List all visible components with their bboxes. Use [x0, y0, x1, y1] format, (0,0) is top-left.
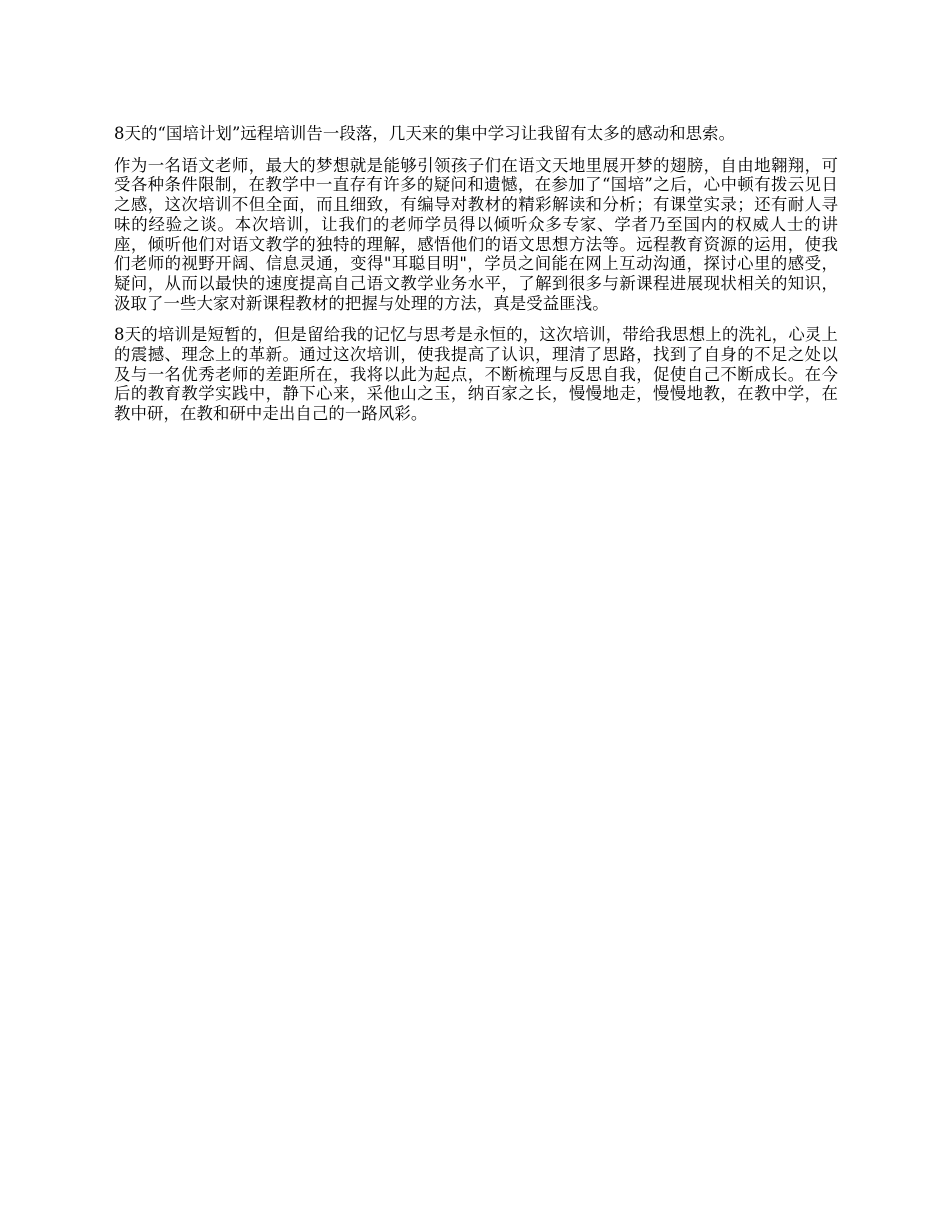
paragraph-reflection: 作为一名语文老师，最大的梦想就是能够引领孩子们在语文天地里展开梦的翅膀，自由地翱翔，可受各种条件限制，在教学中一直存有许多的疑问和遗憾，在参加了“国培”之后，心中顿有拨云见日之感，这次培训不但全面，而且细致，有编导对教材的精彩解读和分析；有课堂实录；还有耐人寻味的经验之谈。本次培训，让我们的老师学员得以倾听众多专家、学者乃至国内的权威人士的讲座，倾听他们对语文教学的独特的理解，感悟他们的语文思想方法等。远程教育资源的运用，使我们老师的视野开阔、信息灵通，变得"耳聪目明"，学员之间能在网上互动沟通，探讨心里的感受，疑问，从而以最快的速度提高自己语文教学业务水平，了解到很多与新课程进展现状相关的知识，汲取了一些大家对新课程教材的把握与处理的方法，真是受益匪浅。	[114, 155, 838, 313]
paragraph-intro: 8天的“国培计划”远程培训告一段落，几天来的集中学习让我留有太多的感动和思索。	[114, 124, 736, 143]
document-body	[114, 124, 838, 436]
paragraph-conclusion: 8天的培训是短暂的，但是留给我的记忆与思考是永恒的，这次培训，带给我思想上的洗礼，心灵上的震撼、理念上的革新。通过这次培训，使我提高了认识，理清了思路，找到了自身的不足之处以及与一名优秀老师的差距所在，我将以此为起点，不断梳理与反思自我，促使自己不断成长。在今后的教育教学实践中，静下心来，采他山之玉，纳百家之长，慢慢地走，慢慢地教，在教中学，在教中研，在教和研中走出自己的一路风彩。	[114, 325, 838, 424]
